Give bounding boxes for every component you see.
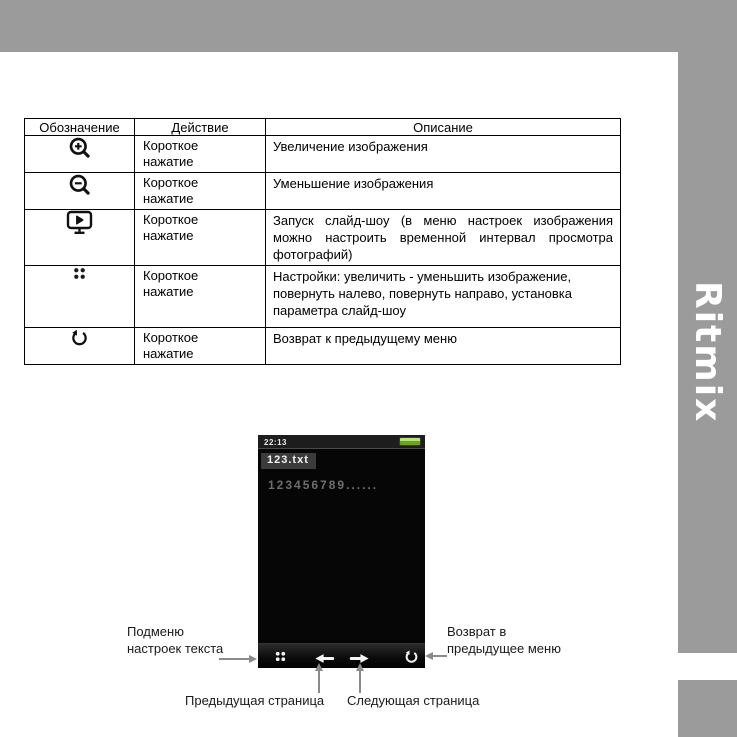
table-row <box>25 210 621 266</box>
buttons-table <box>24 118 621 365</box>
table-row <box>25 136 621 173</box>
action-cell: Короткое нажатие <box>135 266 266 328</box>
description-cell: Увеличение изображения <box>266 136 621 173</box>
top-gray-band <box>0 0 737 52</box>
zoom-out-icon <box>68 184 91 199</box>
description-cell: Настройки: увеличить - уменьшить изображение, повернуть налево, повернуть направо, установка параметра слайд-шоу <box>266 266 621 328</box>
bottom-right-gray-block <box>678 680 737 737</box>
action-cell: Короткое нажатие <box>135 210 266 266</box>
filename-badge: 123.txt <box>261 453 316 469</box>
text-content: 123456789...... <box>268 478 379 492</box>
text-settings-dots-icon <box>274 650 287 668</box>
table-row <box>25 266 621 328</box>
header-description: Описание <box>266 119 621 136</box>
annotation-text-submenu: Подменю настроек текста <box>127 624 224 656</box>
annotation-line <box>219 658 250 660</box>
header-symbol: Обозначение <box>25 119 135 136</box>
battery-icon <box>399 437 421 446</box>
ritmix-logo <box>678 52 737 653</box>
annotation-arrow-left <box>425 652 433 660</box>
description-cell: Запуск слайд-шоу (в меню настроек изображения можно настроить временной интервал просмотра фотографий) <box>266 210 621 266</box>
action-cell: Короткое нажатие <box>135 173 266 210</box>
slideshow-icon <box>66 223 93 238</box>
annotation-line <box>432 655 447 657</box>
header-action: Действие <box>135 119 266 136</box>
zoom-in-icon <box>68 147 91 162</box>
description-cell: Возврат к предыдущему меню <box>266 328 621 365</box>
annotation-arrow-up <box>356 663 364 671</box>
back-icon <box>70 335 89 350</box>
annotation-arrow-right <box>249 655 257 663</box>
action-cell: Короткое нажатие <box>135 136 266 173</box>
player-screenshot <box>258 435 425 668</box>
annotation-next-page: Следующая страница <box>347 693 480 708</box>
annotation-arrow-up <box>315 663 323 671</box>
device-clock: 22:13 <box>264 438 287 447</box>
settings-dots-icon <box>72 269 87 284</box>
ritmix-logo-text: Ritmix <box>687 281 728 424</box>
annotation-line <box>318 671 320 693</box>
description-cell: Уменьшение изображения <box>266 173 621 210</box>
annotation-line <box>359 671 361 693</box>
table-row <box>25 173 621 210</box>
device-toolbar <box>258 643 425 668</box>
annotation-prev-page: Предыдущая страница <box>185 693 325 708</box>
annotation-return-menu: Возврат в предыдущее меню <box>447 624 561 656</box>
action-cell: Короткое нажатие <box>135 328 266 365</box>
table-row <box>25 328 621 365</box>
back-icon <box>404 649 419 669</box>
table-header-row <box>25 119 621 136</box>
device-statusbar <box>258 435 425 449</box>
